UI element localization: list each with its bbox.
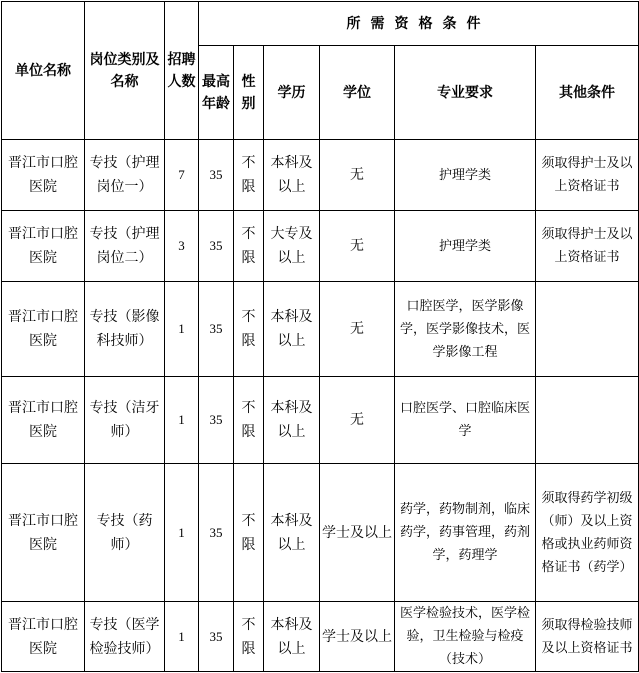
cell-major: 口腔医学，医学影像学，医学影像技术，医学影像工程 [395,282,536,377]
cell-major: 护理学类 [395,211,536,282]
cell-other: 须取得护士及以上资格证书 [536,211,639,282]
cell-degree: 学士及以上 [320,602,395,672]
header-age: 最高年龄 [199,46,234,140]
cell-other [536,377,639,464]
header-unit: 单位名称 [2,2,85,140]
cell-gender: 不限 [234,282,264,377]
cell-other: 须取得药学初级（师）及以上资格或执业药师资格证书（药学） [536,464,639,602]
cell-age: 35 [199,282,234,377]
cell-age: 35 [199,602,234,672]
cell-post: 专技（医学检验技师） [85,602,165,672]
cell-count: 1 [165,377,199,464]
header-qualifications: 所需资格条件 [199,2,639,46]
cell-education: 大专及以上 [264,211,320,282]
cell-unit: 晋江市口腔医院 [2,211,85,282]
cell-post: 专技（影像科技师） [85,282,165,377]
cell-education: 本科及以上 [264,377,320,464]
cell-count: 1 [165,464,199,602]
table-row [2,282,639,377]
cell-major: 药学，药物制剂，临床药学，药事管理，药剂学，药理学 [395,464,536,602]
cell-gender: 不限 [234,140,264,211]
cell-age: 35 [199,140,234,211]
table-row [2,464,639,602]
cell-other: 须取得检验技师及以上资格证书 [536,602,639,672]
cell-age: 35 [199,211,234,282]
cell-unit: 晋江市口腔医院 [2,140,85,211]
cell-major: 护理学类 [395,140,536,211]
cell-education: 本科及以上 [264,140,320,211]
cell-count: 7 [165,140,199,211]
cell-unit: 晋江市口腔医院 [2,464,85,602]
cell-gender: 不限 [234,377,264,464]
table-row [2,602,639,672]
cell-unit: 晋江市口腔医院 [2,602,85,672]
table-row [2,140,639,211]
table-row [2,211,639,282]
cell-age: 35 [199,377,234,464]
cell-post: 专技（洁牙师） [85,377,165,464]
cell-education: 本科及以上 [264,602,320,672]
header-post: 岗位类别及名称 [85,2,165,140]
cell-other: 须取得护士及以上资格证书 [536,140,639,211]
table-row [2,377,639,464]
cell-major: 口腔医学、口腔临床医学 [395,377,536,464]
cell-degree: 学士及以上 [320,464,395,602]
cell-unit: 晋江市口腔医院 [2,377,85,464]
cell-count: 3 [165,211,199,282]
cell-age: 35 [199,464,234,602]
cell-degree: 无 [320,140,395,211]
cell-other [536,282,639,377]
header-gender: 性别 [234,46,264,140]
cell-post: 专技（护理岗位一） [85,140,165,211]
cell-degree: 无 [320,282,395,377]
cell-education: 本科及以上 [264,464,320,602]
header-major: 专业要求 [395,46,536,140]
header-education: 学历 [264,46,320,140]
recruitment-table [1,1,639,672]
cell-education: 本科及以上 [264,282,320,377]
cell-count: 1 [165,282,199,377]
cell-unit: 晋江市口腔医院 [2,282,85,377]
header-degree: 学位 [320,46,395,140]
cell-gender: 不限 [234,464,264,602]
cell-degree: 无 [320,211,395,282]
cell-post: 专技（药师） [85,464,165,602]
cell-count: 1 [165,602,199,672]
cell-major: 医学检验技术，医学检验，卫生检验与检疫（技术） [395,602,536,672]
cell-post: 专技（护理岗位二） [85,211,165,282]
cell-gender: 不限 [234,602,264,672]
header-other: 其他条件 [536,46,639,140]
cell-degree: 无 [320,377,395,464]
header-count: 招聘人数 [165,2,199,140]
cell-gender: 不限 [234,211,264,282]
